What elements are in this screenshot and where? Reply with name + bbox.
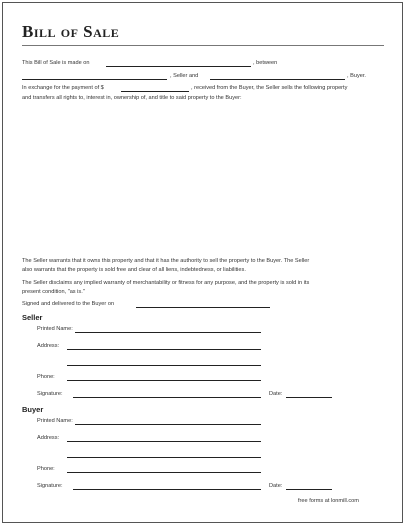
delivered-date-field[interactable] [136,307,270,308]
seller-printed-name-field[interactable] [75,332,261,333]
buyer-address-field-2[interactable] [67,457,261,458]
seller-printed-name-label: Printed Name: [37,326,73,332]
seller-name-field[interactable] [22,79,167,80]
payment-prefix: In exchange for the payment of $ [22,85,104,91]
date-made-field[interactable] [106,66,251,67]
buyer-signature-label: Signature: [37,483,63,489]
made-on-label: This Bill of Sale is made on [22,60,90,66]
seller-signature-label: Signature: [37,391,63,397]
seller-and-label: , Seller and [170,73,199,79]
disclaimer-line-1: The Seller disclaims any implied warranty of merchantability or fitness for any purpose, and the property is sold in its [22,280,310,286]
property-description-area[interactable] [22,105,384,255]
payment-suffix: , received from the Buyer, the Seller sells the following property [191,85,348,91]
warranty-line-2: also warrants that the property is sold free and clear of all liens, indebtedness, or liabilities. [22,267,246,273]
buyer-address-field-1[interactable] [67,441,261,442]
title-divider [22,45,384,46]
footer-credit: free forms at lonmill.com [298,498,359,504]
buyer-label: , Buyer. [347,73,366,79]
buyer-printed-name-label: Printed Name: [37,418,73,424]
transfer-text: and transfers all rights to, interest in, ownership of, and title to said property to the Buyer: [22,95,242,101]
seller-phone-label: Phone: [37,374,55,380]
seller-address-label: Address: [37,343,60,349]
seller-address-field-2[interactable] [67,365,261,366]
disclaimer-line-2: present condition, "as is." [22,289,85,295]
seller-address-field-1[interactable] [67,349,261,350]
buyer-date-field[interactable] [286,489,332,490]
buyer-address-label: Address: [37,435,60,441]
seller-date-label: Date: [269,391,283,397]
seller-date-field[interactable] [286,397,332,398]
between-label: , between [253,60,278,66]
buyer-name-field[interactable] [210,79,345,80]
payment-amount-field[interactable] [121,91,189,92]
buyer-printed-name-field[interactable] [75,424,261,425]
buyer-signature-field[interactable] [73,489,261,490]
delivered-label: Signed and delivered to the Buyer on [22,301,115,307]
buyer-phone-label: Phone: [37,466,55,472]
warranty-line-1: The Seller warrants that it owns this property and that it has the authority to sell the property to the Buyer. The Seller [22,258,310,264]
buyer-phone-field[interactable] [67,472,261,473]
buyer-heading: Buyer [22,405,44,414]
seller-signature-field[interactable] [73,397,261,398]
seller-phone-field[interactable] [67,380,261,381]
buyer-date-label: Date: [269,483,283,489]
seller-heading: Seller [22,313,43,322]
document-title: Bill of Sale [22,22,120,41]
